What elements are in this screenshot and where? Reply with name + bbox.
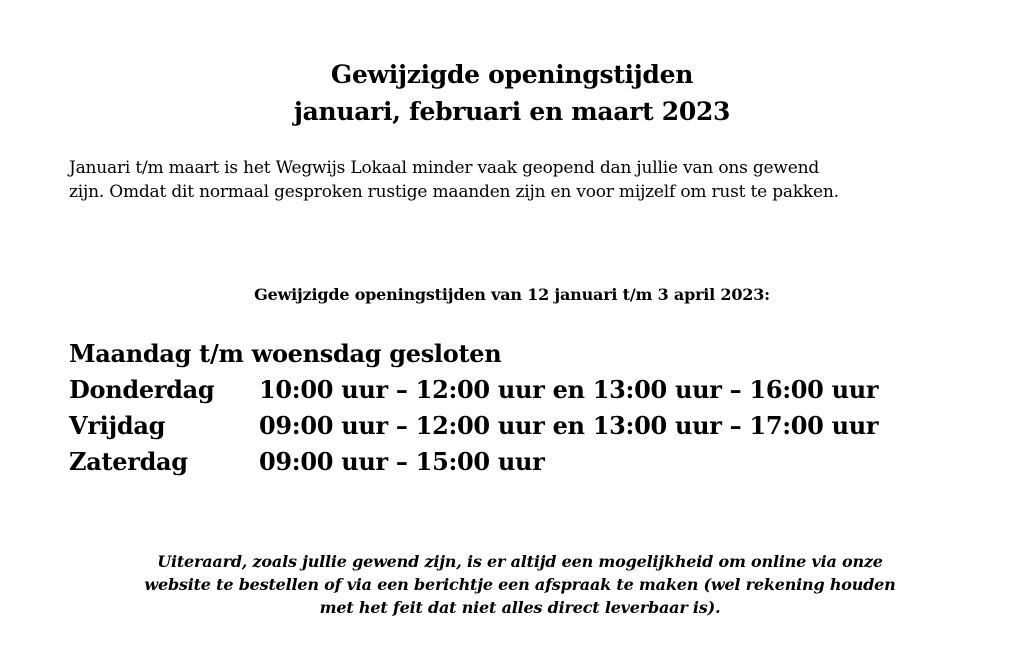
schedule-day: Zaterdag	[69, 447, 188, 476]
opening-hours-schedule	[69, 336, 1009, 480]
schedule-hours: 09:00 uur – 15:00 uur	[259, 447, 545, 476]
closed-days-text: Maandag t/m woensdag gesloten	[69, 339, 502, 368]
closed-days-line	[69, 336, 1009, 372]
schedule-day: Vrijdag	[69, 411, 166, 440]
note-line-2: website te bestellen of via een berichtje een afspraak te maken (wel rekening houden	[144, 575, 896, 594]
intro-line-2: zijn. Omdat dit normaal gesproken rustige maanden zijn en voor mijzelf om rust te pakken.	[69, 182, 839, 202]
schedule-row-thursday	[69, 372, 1009, 408]
schedule-hours: 10:00 uur – 12:00 uur en 13:00 uur – 16:00 uur	[259, 375, 879, 404]
schedule-heading: Gewijzigde openingstijden van 12 januari t/m 3 april 2023:	[254, 285, 770, 304]
schedule-row-saturday	[69, 444, 1009, 480]
intro-paragraph	[69, 156, 1009, 204]
schedule-hours: 09:00 uur – 12:00 uur en 13:00 uur – 17:00 uur	[259, 411, 879, 440]
note-line-1: Uiteraard, zoals jullie gewend zijn, is er altijd een mogelijkheid om online via onze	[157, 552, 883, 571]
intro-line-1: Januari t/m maart is het Wegwijs Lokaal minder vaak geopend dan jullie van ons gewend	[69, 158, 820, 178]
schedule-row-friday	[69, 408, 1009, 444]
schedule-day: Donderdag	[69, 375, 215, 404]
title-line-1: Gewijzigde openingstijden	[330, 60, 694, 89]
title-line-2: januari, februari en maart 2023	[293, 97, 731, 126]
note-line-3: met het feit dat niet alles direct leverbaar is).	[319, 598, 721, 617]
document-title	[0, 56, 1024, 130]
closing-note	[60, 550, 980, 619]
